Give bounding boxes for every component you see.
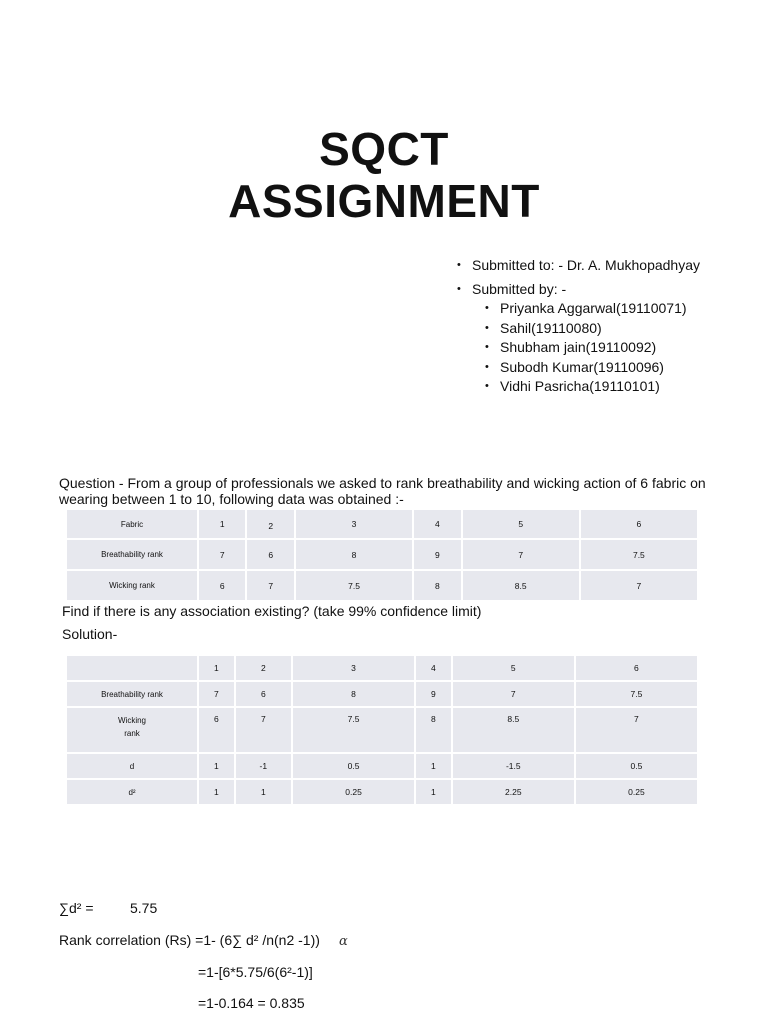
table-row <box>67 540 697 569</box>
data-table <box>65 508 699 602</box>
row-label: Breathability rank <box>67 682 197 706</box>
table-row <box>67 754 697 778</box>
table-row <box>67 571 697 600</box>
table-cell: 8 <box>296 540 412 569</box>
submitted-to: • Submitted to: - Dr. A. Mukhopadhyay <box>457 256 700 276</box>
table-row <box>67 708 697 752</box>
table-cell: 7.5 <box>296 571 412 600</box>
table-cell: 5 <box>463 510 579 538</box>
table-cell: 7 <box>236 708 291 752</box>
table-cell: 9 <box>416 682 451 706</box>
member-item: • Subodh Kumar(19110096) <box>485 358 700 378</box>
table-row <box>67 780 697 804</box>
table-cell: 8.5 <box>463 571 579 600</box>
table-cell: 0.5 <box>576 754 697 778</box>
row-label: d² <box>67 780 197 804</box>
table-cell: 2.25 <box>453 780 574 804</box>
table-cell: 2 <box>247 510 293 538</box>
table-cell: 6 <box>199 708 234 752</box>
member-item: • Priyanka Aggarwal(19110071) <box>485 299 700 319</box>
table-cell: 1 <box>236 780 291 804</box>
table-cell: 7 <box>453 682 574 706</box>
row-label: d <box>67 754 197 778</box>
table-cell: 1 <box>199 754 234 778</box>
table-cell: 7 <box>576 708 697 752</box>
table-cell: 0.25 <box>293 780 414 804</box>
find-text: Find if there is any association existing? (take 99% confidence limit) <box>62 603 482 619</box>
table-cell: 7.5 <box>293 708 414 752</box>
table-cell: 7 <box>199 540 245 569</box>
sum-d-squared-value: 5.75 <box>130 900 158 916</box>
alpha-symbol: α <box>339 934 348 949</box>
table-cell: 7 <box>581 571 697 600</box>
table-cell: 6 <box>236 682 291 706</box>
table-cell: 7 <box>463 540 579 569</box>
row-label: Breathability rank <box>67 540 197 569</box>
table-row <box>67 682 697 706</box>
question-text: Question - From a group of professionals we asked to rank breathability and wicking action of 6 fabric on wearing between 1 to 10, following data was obtained :- <box>59 475 706 507</box>
table-cell: 3 <box>296 510 412 538</box>
sum-d-squared-label: ∑d² = <box>59 900 94 916</box>
row-label <box>67 708 197 752</box>
rank-correlation-formula: Rank correlation (Rs) =1- (6∑ d² /n(n2 -1)) <box>59 932 320 948</box>
header-cell: 1 <box>199 656 234 680</box>
header-cell: 5 <box>453 656 574 680</box>
table-row <box>67 656 697 680</box>
member-item: • Shubham jain(19110092) <box>485 338 700 358</box>
row-label: Wicking rank <box>67 571 197 600</box>
table-cell: -1 <box>236 754 291 778</box>
table-cell: 0.25 <box>576 780 697 804</box>
table-cell: 4 <box>414 510 460 538</box>
table-cell: 6 <box>199 571 245 600</box>
submitted-by: • Submitted by: - <box>457 280 700 300</box>
table-cell: 7.5 <box>581 540 697 569</box>
title-line-2: ASSIGNMENT <box>228 175 540 227</box>
header-cell: 4 <box>416 656 451 680</box>
member-item: • Vidhi Pasricha(19110101) <box>485 377 700 397</box>
row-label-line: rank <box>124 729 140 738</box>
header-cell: 6 <box>576 656 697 680</box>
row-label-line: Wicking <box>117 716 146 725</box>
table-cell: 7 <box>247 571 293 600</box>
table-cell: 8.5 <box>453 708 574 752</box>
table-cell: 1 <box>199 510 245 538</box>
solution-label: Solution- <box>62 626 118 642</box>
table-cell: -1.5 <box>453 754 574 778</box>
table-cell: 1 <box>416 780 451 804</box>
header-cell: 3 <box>293 656 414 680</box>
table-cell: 1 <box>199 780 234 804</box>
table-cell: 7.5 <box>576 682 697 706</box>
header-blank-cell <box>67 656 197 680</box>
calc-step-2: =1-0.164 = 0.835 <box>198 995 305 1011</box>
table-cell: 8 <box>293 682 414 706</box>
solution-table <box>65 654 699 806</box>
title-line-1: SQCT <box>319 123 449 175</box>
row-label: Fabric <box>67 510 197 538</box>
table-cell: 9 <box>414 540 460 569</box>
table-cell: 7 <box>199 682 234 706</box>
member-item: • Sahil(19110080) <box>485 319 700 339</box>
calc-step-1: =1-[6*5.75/6(6²-1)] <box>198 964 313 980</box>
table-cell: 0.5 <box>293 754 414 778</box>
table-cell: 8 <box>416 708 451 752</box>
table-cell: 1 <box>416 754 451 778</box>
submission-list <box>457 256 700 397</box>
table-cell: 6 <box>581 510 697 538</box>
table-cell: 8 <box>414 571 460 600</box>
table-cell: 6 <box>247 540 293 569</box>
header-cell: 2 <box>236 656 291 680</box>
table-row <box>67 510 697 538</box>
